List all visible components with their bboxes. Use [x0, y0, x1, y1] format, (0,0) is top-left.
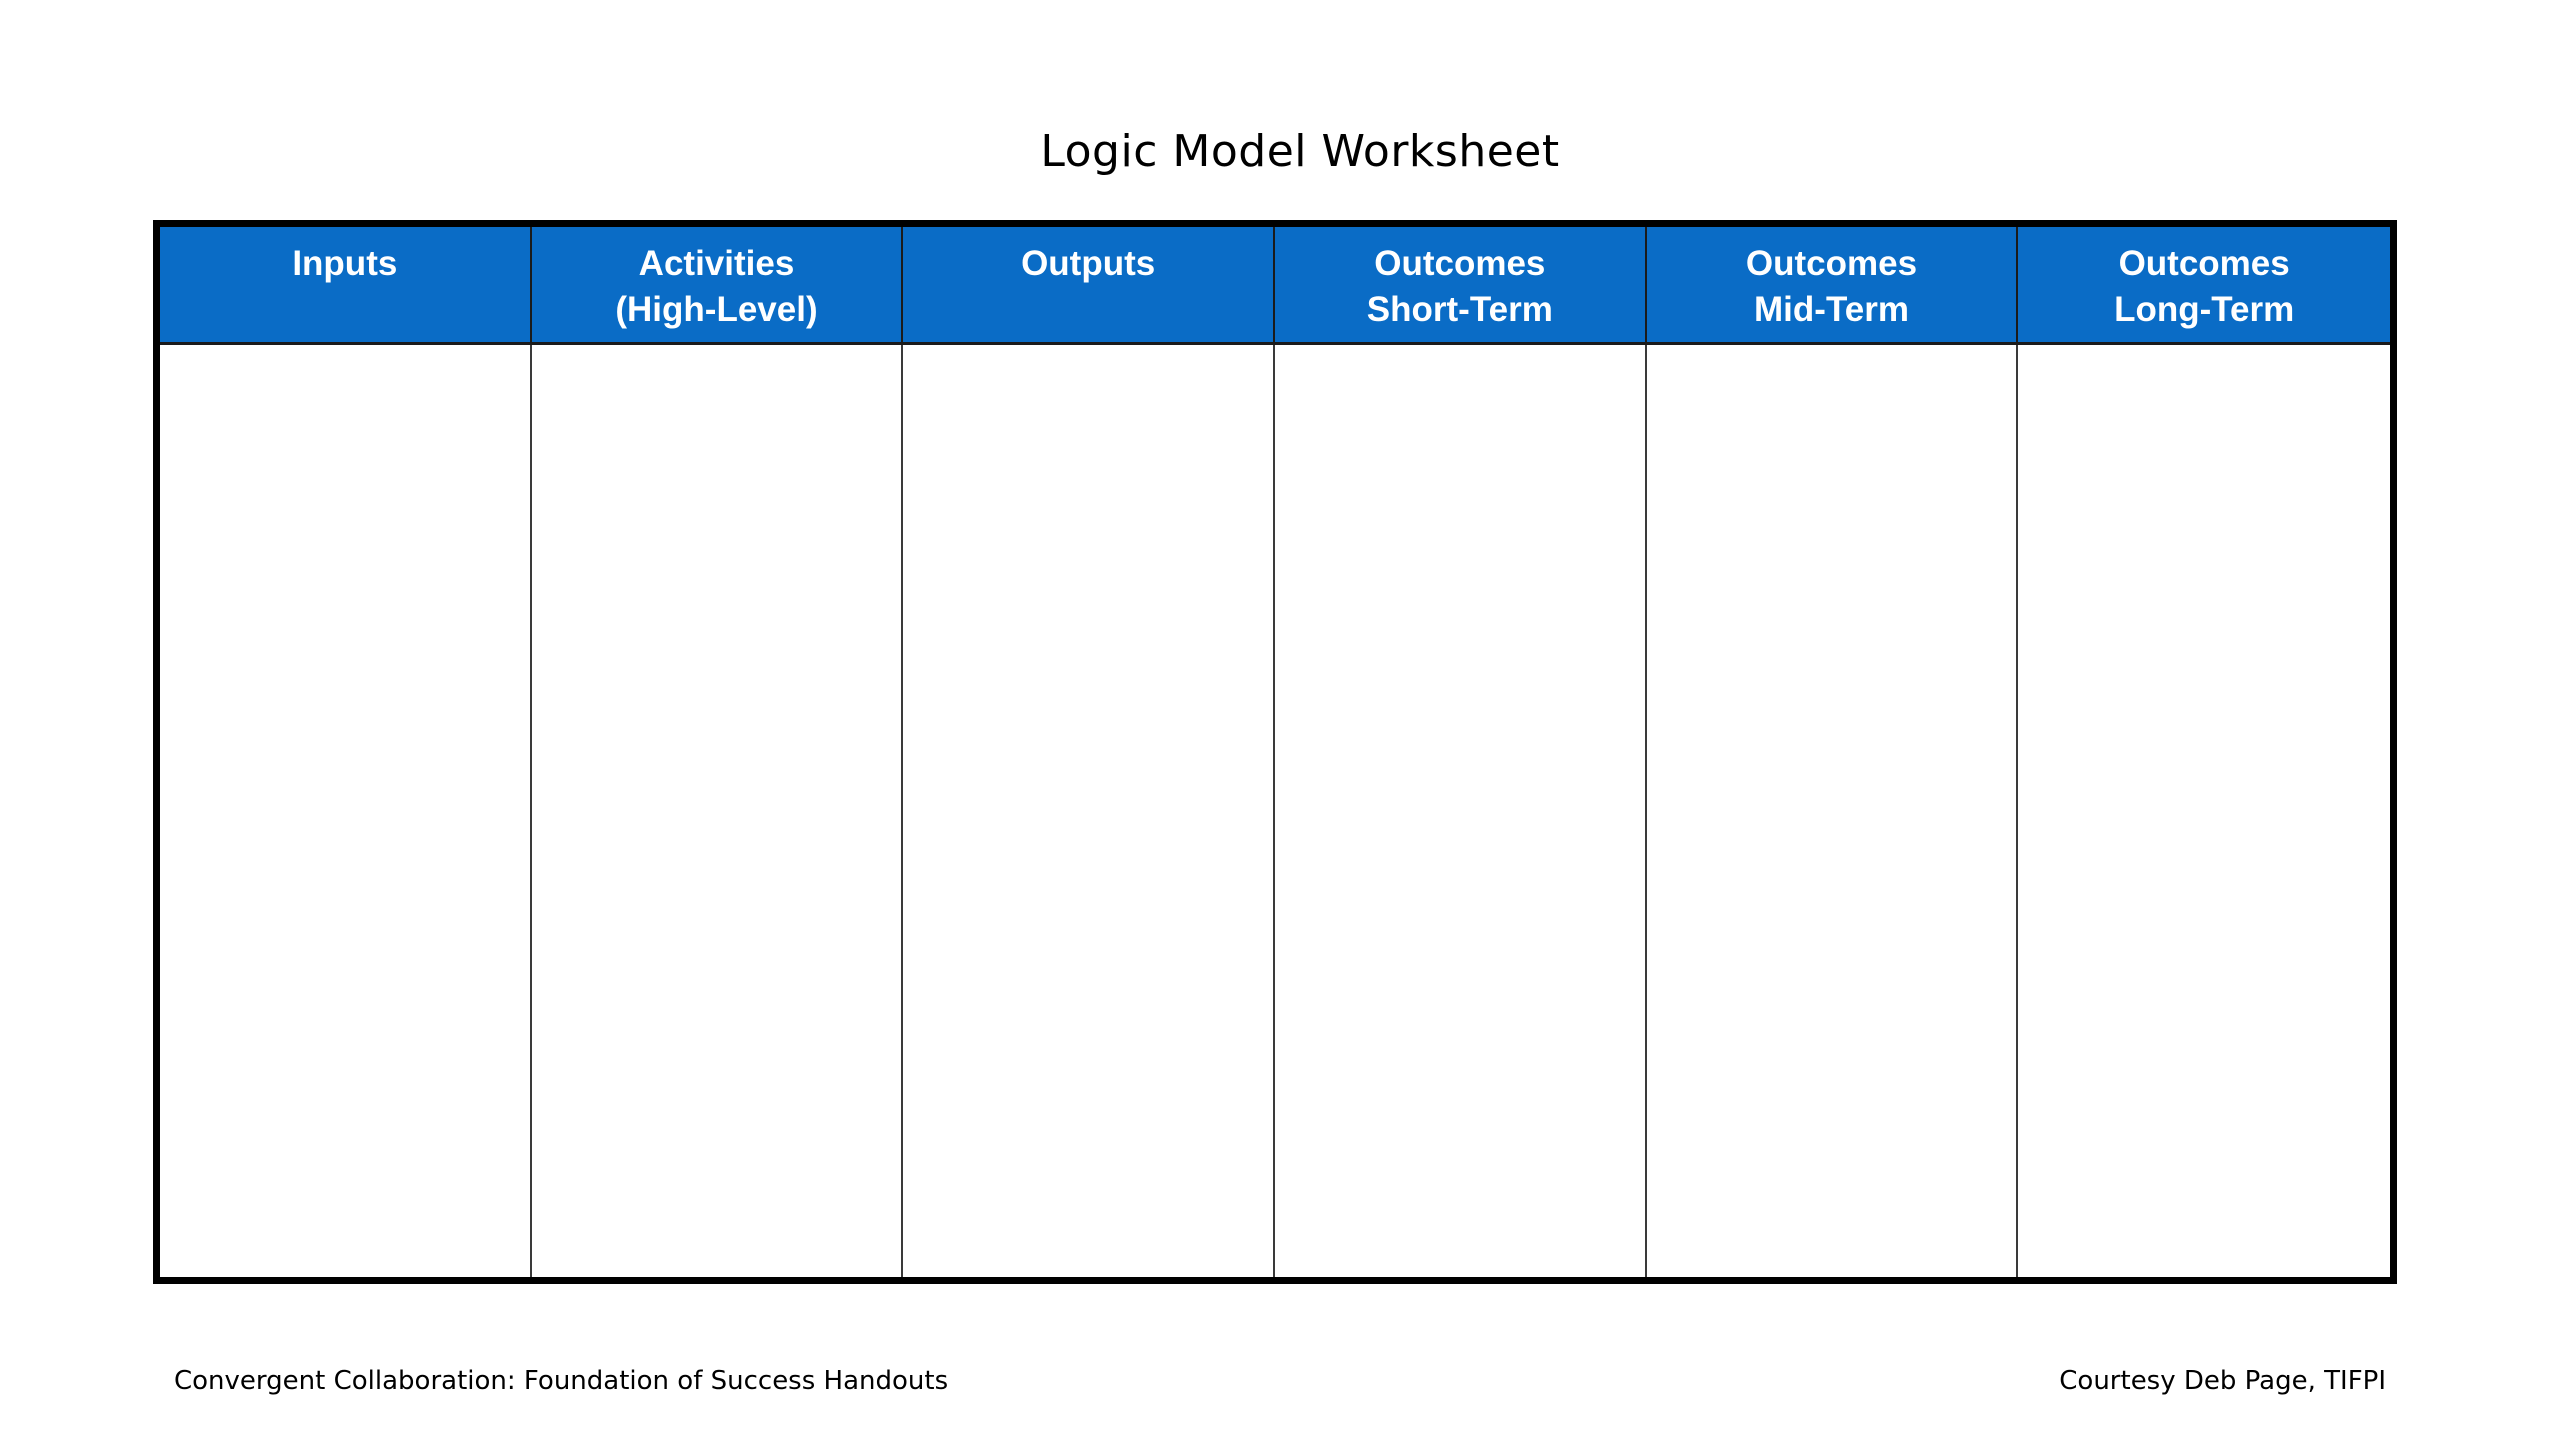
column-header-outcomes-short-term — [1275, 227, 1647, 345]
page-title: Logic Model Worksheet — [1040, 126, 1560, 177]
outcomes-short-term-cell[interactable] — [1275, 345, 1647, 1277]
inputs-cell[interactable] — [160, 345, 532, 1277]
column-header-line1: Outcomes — [1745, 244, 1918, 283]
column-header-line2: Long-Term — [2114, 290, 2295, 329]
outputs-cell[interactable] — [903, 345, 1275, 1277]
column-header-line1: Outcomes — [1374, 244, 1546, 283]
outcomes-long-term-cell[interactable] — [2018, 345, 2390, 1277]
column-header-activities — [532, 227, 904, 345]
column-header-inputs — [160, 227, 532, 345]
column-header-outcomes-long-term — [2018, 227, 2390, 345]
activities-cell[interactable] — [532, 345, 904, 1277]
column-header-line1: Outcomes — [2118, 244, 2290, 283]
logic-model-table — [153, 220, 2397, 1284]
column-header-outputs — [903, 227, 1275, 345]
column-header-line1: Activities — [638, 244, 795, 283]
footer-source: Convergent Collaboration: Foundation of Success Handouts — [174, 1366, 949, 1396]
outcomes-mid-term-cell[interactable] — [1647, 345, 2019, 1277]
column-header-line1: Inputs — [292, 244, 398, 283]
column-header-outcomes-mid-term — [1647, 227, 2019, 345]
column-header-line2: Mid-Term — [1754, 290, 1909, 329]
footer-credit: Courtesy Deb Page, TIFPI — [2059, 1366, 2386, 1396]
column-header-line2: (High-Level) — [615, 290, 818, 329]
column-header-line1: Outputs — [1021, 244, 1156, 283]
column-header-line2: Short-Term — [1366, 290, 1553, 329]
